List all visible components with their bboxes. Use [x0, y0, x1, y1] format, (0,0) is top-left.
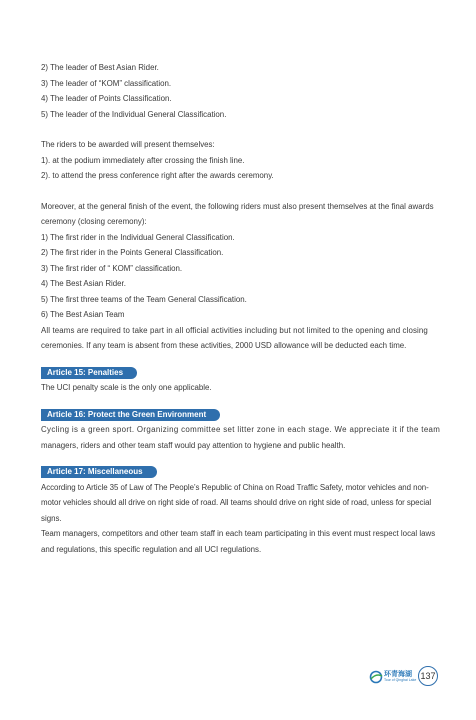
- page-number: 137: [418, 666, 438, 686]
- paragraph-line: Cycling is a green sport. Organizing committee set litter zone in each stage. We appreciate it if the team: [41, 425, 441, 434]
- article-16-heading: Article 16: Protect the Green Environment: [41, 409, 220, 421]
- paragraph-line: The UCI penalty scale is the only one applicable.: [41, 383, 212, 392]
- list-item: 5) The leader of the Individual General Classification.: [41, 109, 227, 119]
- paragraph-line: ceremony (closing ceremony):: [41, 217, 147, 226]
- article-15-heading: Article 15: Penalties: [41, 367, 137, 379]
- logo-text: 环青海湖: [384, 671, 412, 678]
- list-item: 3) The first rider of “ KOM” classification.: [41, 263, 183, 273]
- paragraph-line: managers, riders and other team staff would pay attention to hygiene and public health.: [41, 440, 346, 450]
- paragraph-line: motor vehicles should all drive on right side of road. All teams should drive on right side of road, unless for special: [41, 498, 432, 507]
- paragraph-line: The riders to be awarded will present themselves:: [41, 140, 215, 149]
- paragraph-line: signs.: [41, 513, 62, 523]
- paragraph-line: ceremonies. If any team is absent from these activities, 2000 USD allowance will be deducted each time.: [41, 341, 407, 350]
- paragraph-line: and regulations, this specific regulation and all UCI regulations.: [41, 544, 262, 554]
- list-item: 1) The first rider in the Individual General Classification.: [41, 232, 235, 242]
- article-17-heading: Article 17: Miscellaneous: [41, 466, 157, 478]
- list-item: 3) The leader of “KOM” classification.: [41, 78, 172, 88]
- paragraph-line: Team managers, competitors and other team staff in each team participating in this event must respect local laws: [41, 529, 436, 538]
- page-content: [41, 60, 441, 557]
- list-item: 4) The leader of Points Classification.: [41, 94, 172, 103]
- list-item: 5) The first three teams of the Team General Classification.: [41, 294, 247, 304]
- logo-subtitle: Tour of Qinghai Lake: [384, 678, 417, 682]
- list-item: 6) The Best Asian Team: [41, 310, 125, 319]
- list-item: 4) The Best Asian Rider.: [41, 279, 126, 288]
- list-item: 2) The first rider in the Points General Classification.: [41, 248, 224, 257]
- paragraph-line: According to Article 35 of Law of The People’s Republic of China on Road Traffic Safety, motor vehicles and non-: [41, 482, 429, 492]
- list-item: 2) The leader of Best Asian Rider.: [41, 63, 159, 72]
- paragraph-line: All teams are required to take part in all official activities including but not limited to the opening and closing: [41, 325, 428, 335]
- list-item: 2). to attend the press conference right after the awards ceremony.: [41, 171, 274, 180]
- paragraph-line: Moreover, at the general finish of the event, the following riders must also present themselves at the final awards: [41, 201, 434, 211]
- list-item: 1). at the podium immediately after crossing the finish line.: [41, 155, 245, 165]
